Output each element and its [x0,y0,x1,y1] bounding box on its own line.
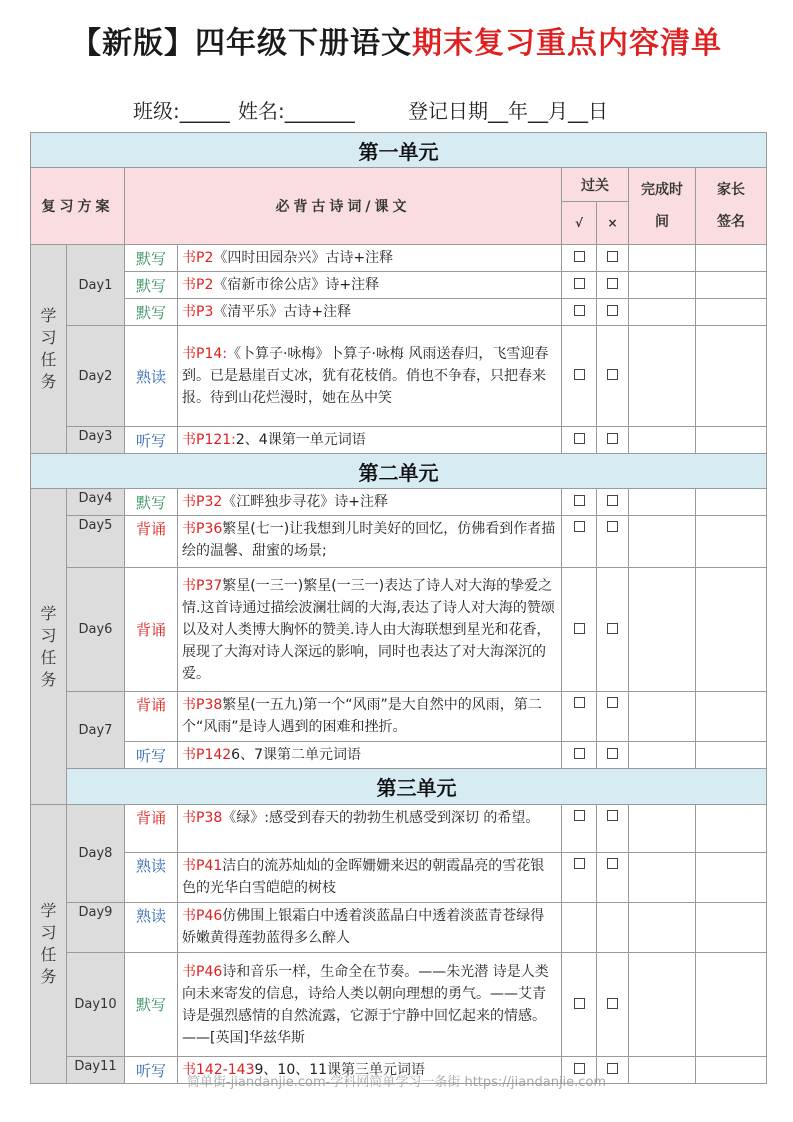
task-text: 《江畔独步寻花》诗+注释 [222,494,388,510]
fail-checkbox[interactable] [597,805,629,853]
parent-sign-cell[interactable] [696,742,767,769]
book-ref: 书P37 [182,577,223,594]
pass-checkbox[interactable] [562,742,597,769]
day-label: Day6 [67,568,125,692]
task-type: 背诵 [125,568,178,692]
checkbox-icon[interactable] [574,369,585,380]
checkbox-icon[interactable] [574,305,585,316]
parent-sign-cell[interactable] [696,853,767,903]
unit-title: 第三单元 [67,769,767,805]
checkbox-icon[interactable] [607,998,618,1009]
checkbox-icon[interactable] [574,697,585,708]
checkbox-icon[interactable] [607,697,618,708]
finish-time-cell[interactable] [629,516,696,568]
fail-checkbox[interactable] [597,245,629,272]
checkbox-icon[interactable] [574,623,585,634]
task-content [178,742,562,769]
finish-time-cell[interactable] [629,489,696,516]
checkbox-icon[interactable] [607,521,618,532]
header-tick: √ [562,202,597,245]
task-text: 仿佛围上银霜白中透着淡蓝晶白中透着淡蓝青苍绿得娇嫩黄得莲勃蓝得多么醉人 [182,908,545,946]
finish-time-cell[interactable] [629,742,696,769]
day-label: Day3 [67,427,125,454]
parent-sign-cell[interactable] [696,692,767,742]
task-content [178,853,562,903]
checkbox-icon[interactable] [607,278,618,289]
checkbox-icon[interactable] [607,858,618,869]
book-ref: 书P36 [182,521,223,537]
parent-sign-cell[interactable] [696,272,767,299]
checkbox-icon[interactable] [574,251,585,262]
day-label: Day10 [67,953,125,1057]
task-type: 默写 [125,245,178,272]
day-label: Day1 [67,245,125,326]
checkbox-icon[interactable] [574,433,585,444]
task-text: 6、7课第二单元词语 [231,747,361,763]
header-recite: 必背古诗词/课文 [125,168,562,245]
parent-sign-cell[interactable] [696,568,767,692]
task-type: 熟读 [125,853,178,903]
header-plan: 复习方案 [31,168,125,245]
finish-time-cell[interactable] [629,568,696,692]
pass-checkbox[interactable] [562,853,597,903]
unit-title: 第一单元 [31,133,767,168]
side-label-text: 学习任务 [40,306,57,391]
side-label-text: 学习任务 [40,603,57,689]
pass-checkbox[interactable] [562,427,597,454]
fail-checkbox[interactable] [597,953,629,1057]
task-content [178,903,562,953]
parent-sign-cell[interactable] [696,805,767,853]
day-label: Day5 [67,516,125,568]
book-ref: 书P46 [182,908,223,924]
task-text: 诗和音乐一样，生命全在节奏。——朱光潜 诗是人类向未来寄发的信息，诗给人类以朝向理想的勇气。——艾青 诗是强烈感情的自然流露，它源于宁静中回忆起来的情感。——[英国]华兹华斯 [182,963,549,1046]
checkbox-icon[interactable] [574,278,585,289]
fail-checkbox[interactable] [597,427,629,454]
checkbox-icon[interactable] [607,305,618,316]
pass-checkbox[interactable] [562,692,597,742]
title-part-2: 期末复习重点内容清单 [412,26,722,61]
parent-sign-cell[interactable] [696,953,767,1057]
book-ref: 书P38 [182,697,223,713]
task-type: 默写 [125,272,178,299]
book-ref: 书P2 [182,277,214,293]
task-type: 背诵 [125,692,178,742]
task-content [178,953,562,1057]
task-text: 《卜算子·咏梅》卜算子·咏梅 风雨送春归，飞雪迎春到。已是悬崖百丈冰，犹有花枝俏。俏也不争春，只把春来报。待到山花烂漫时，她在丛中笑 [182,346,549,406]
fail-checkbox[interactable] [597,568,629,692]
task-text: 繁星(七一)让我想到儿时美好的回忆，仿佛看到作者描绘的温馨、甜蜜的场景; [182,521,556,559]
finish-time-cell[interactable] [629,692,696,742]
parent-sign-cell[interactable] [696,299,767,326]
day-label: Day11 [67,1057,125,1084]
task-type: 听写 [125,1057,178,1084]
header-cross: × [597,202,629,245]
fail-checkbox[interactable] [597,326,629,427]
task-type: 默写 [125,953,178,1057]
header-pass: 过关 [562,168,629,202]
checkbox-icon[interactable] [574,998,585,1009]
pass-checkbox[interactable] [562,516,597,568]
task-content [178,245,562,272]
book-ref: 书142-143 [182,1062,255,1078]
pass-checkbox[interactable] [562,568,597,692]
task-type: 背诵 [125,516,178,568]
book-ref: 书P41 [182,858,223,874]
title-part-1: 【新版】四年级下册语文 [71,26,412,61]
side-label [31,805,67,1084]
finish-time-cell[interactable] [629,903,696,953]
task-type: 听写 [125,742,178,769]
task-content [178,692,562,742]
class-field[interactable]: 班级:_____ [133,99,230,123]
book-ref: 书P142 [182,747,232,763]
checkbox-icon[interactable] [607,369,618,380]
task-text: 《宿新市徐公店》诗+注释 [213,277,380,293]
book-ref: 书P46 [182,963,223,980]
task-content [178,805,562,853]
header-finish: 完成时间 [629,168,696,245]
fail-checkbox[interactable] [597,272,629,299]
finish-time-cell[interactable] [629,953,696,1057]
fail-checkbox[interactable] [597,853,629,903]
task-content [178,489,562,516]
pass-checkbox[interactable] [562,953,597,1057]
book-ref: 书P38 [182,810,223,826]
pass-checkbox[interactable] [562,489,597,516]
finish-time-cell[interactable] [629,853,696,903]
task-text: 《绿》:感受到春天的勃勃生机感受到深切 的希望。 [222,810,540,826]
day-label: Day4 [67,489,125,516]
task-content [178,427,562,454]
checkbox-icon[interactable] [607,748,618,759]
checkbox-icon[interactable] [607,623,618,634]
task-type: 默写 [125,299,178,326]
parent-sign-cell[interactable] [696,326,767,427]
pass-checkbox[interactable] [562,903,597,953]
fail-checkbox[interactable] [597,903,629,953]
pass-checkbox[interactable] [562,299,597,326]
task-content [178,326,562,427]
task-text: 《清平乐》古诗+注释 [213,304,352,320]
page-title [0,18,793,62]
fail-checkbox[interactable] [597,692,629,742]
date-field[interactable]: 登记日期__年__月__日 [408,99,608,123]
side-label-text: 学习任务 [40,901,57,986]
finish-time-cell[interactable] [629,805,696,853]
finish-time-cell[interactable] [629,427,696,454]
parent-sign-cell[interactable] [696,903,767,953]
checkbox-icon[interactable] [574,521,585,532]
parent-sign-cell[interactable] [696,427,767,454]
task-type: 熟读 [125,903,178,953]
day-label: Day2 [67,326,125,427]
checkbox-icon[interactable] [607,810,618,821]
day-label: Day7 [67,692,125,769]
day-label: Day8 [67,805,125,903]
task-content [178,299,562,326]
parent-sign-cell[interactable] [696,489,767,516]
pass-checkbox[interactable] [562,245,597,272]
book-ref: 书P3 [182,304,214,320]
checkbox-icon[interactable] [574,858,585,869]
task-content [178,272,562,299]
book-ref: 书P32 [182,494,223,510]
task-text: 洁白的流苏灿灿的金晖姗姗来迟的朝霞晶亮的雪花银色的光华白雪皑皑的树枝 [182,858,545,896]
task-text: 2、4课第一单元词语 [235,432,366,448]
task-content [178,516,562,568]
side-label [31,245,67,454]
task-type: 默写 [125,489,178,516]
finish-time-cell[interactable] [629,272,696,299]
finish-time-cell[interactable] [629,326,696,427]
book-ref: 书P2 [182,250,214,266]
checkbox-icon[interactable] [607,495,618,506]
task-type: 熟读 [125,326,178,427]
pass-checkbox[interactable] [562,326,597,427]
book-ref: 书P14: [182,346,227,362]
parent-sign-cell[interactable] [696,516,767,568]
task-text: 《四时田园杂兴》古诗+注释 [213,250,394,266]
task-content [178,568,562,692]
task-type: 听写 [125,427,178,454]
review-table [30,132,767,1084]
checkbox-icon[interactable] [607,251,618,262]
fail-checkbox[interactable] [597,516,629,568]
day-label: Day9 [67,903,125,953]
checkbox-icon[interactable] [574,748,585,759]
side-label [31,489,67,805]
name-field[interactable]: 姓名:_______ [238,99,355,123]
fail-checkbox[interactable] [597,489,629,516]
task-type: 背诵 [125,805,178,853]
checkbox-icon[interactable] [607,433,618,444]
parent-sign-cell[interactable] [696,245,767,272]
task-text: 繁星(一三一)繁星(一三一)表达了诗人对大海的挚爱之情.这首诗通过描绘波澜壮阔的大海,表达了诗人对大海的赞颂以及对人类博大胸怀的赞美.诗人由大海联想到星光和花香，展现了大海对诗人深远的影响，同时也表达了对大海深沉的爱。 [182,577,555,682]
pass-checkbox[interactable] [562,805,597,853]
pass-checkbox[interactable] [562,272,597,299]
watermark: 简单街-jiandanjie.com-学科网简单学习一条街 https://jiandanjie.com [186,1075,607,1090]
unit-title: 第二单元 [31,454,767,489]
finish-time-cell[interactable] [629,299,696,326]
header-parent: 家长签名 [696,168,767,245]
fail-checkbox[interactable] [597,742,629,769]
fail-checkbox[interactable] [597,299,629,326]
task-text: 繁星(一五九)第一个“风雨”是大自然中的风雨，第二个“风雨”是诗人遇到的困难和挫折。 [182,697,542,735]
task-text: 9、10、11课第三单元词语 [254,1062,426,1078]
checkbox-icon[interactable] [574,495,585,506]
finish-time-cell[interactable] [629,245,696,272]
checkbox-icon[interactable] [574,810,585,821]
book-ref: 书P121: [182,432,236,448]
